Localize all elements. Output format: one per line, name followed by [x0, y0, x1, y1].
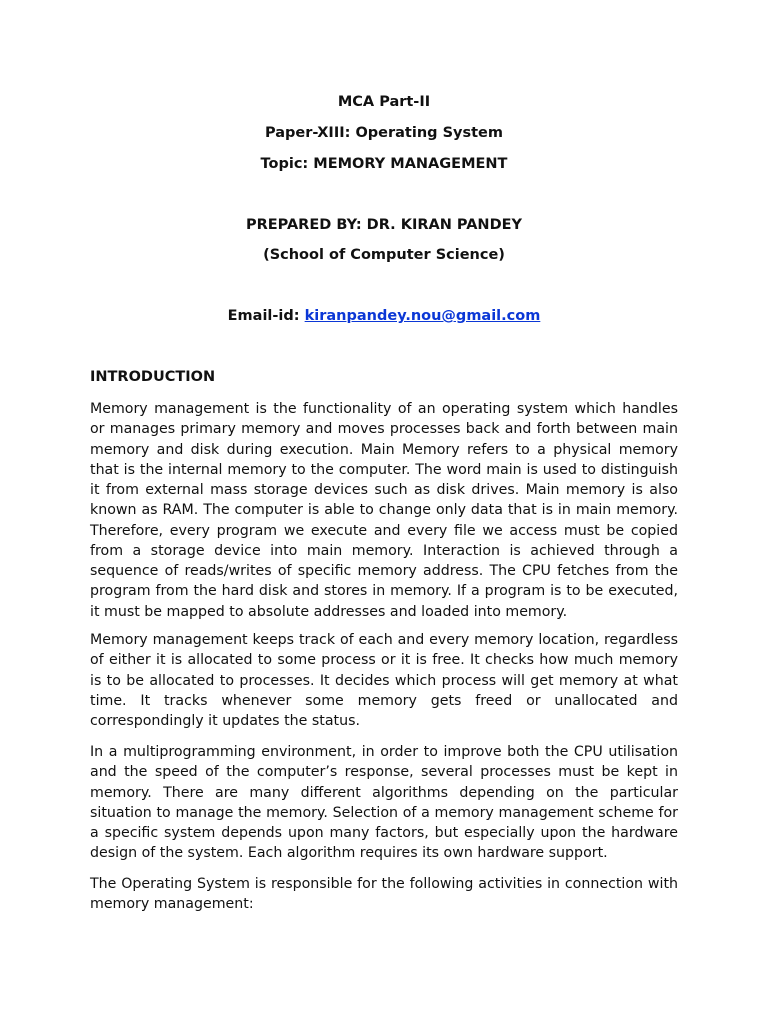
paragraph-multiprogramming: In a multiprogramming environment, in order to improve both the CPU utilisation and the speed of the computer’s response, several processes must be kept in memory. There are many different algorithms depending on the particular situation to manage the memory. Selection of a memory management scheme for a specific system depends upon many factors, but especially upon the hardware design of the system. Each algorithm requires its own hardware support. [90, 744, 678, 862]
topic-title: Topic: MEMORY MANAGEMENT [260, 156, 508, 172]
author-line: PREPARED BY: DR. KIRAN PANDEY [245, 217, 523, 233]
paragraph-responsibilities: The Operating System is responsible for the following activities in connection with memory management: [90, 876, 678, 913]
email-label: Email-id: [227, 308, 300, 324]
email-link[interactable]: kiranpandey.nou@gmail.com [304, 308, 541, 324]
section-heading: INTRODUCTION [90, 369, 216, 385]
paragraph-tracking: Memory management keeps track of each and every memory location, regardless of either it is allocated to some process or it is free. It checks how much memory is to be allocated to processes. It decides which process will get memory at what time. It tracks whenever some memory gets freed or unallocated and correspondingly it updates the status. [90, 632, 678, 729]
paper-title: Paper-XIII: Operating System [265, 125, 503, 141]
paragraph-intro: Memory management is the functionality of an operating system which handles or manages primary memory and moves processes back and forth between main memory and disk during execution. Main Memory refers to a physical memory that is the internal memory to the computer. The word main is used to distinguish it from external mass storage devices such as disk drives. Main memory is also known as RAM. The computer is able to change only data that is in main memory. Therefore, every program we execute and every file we access must be copied from a storage device into main memory. Interaction is achieved through a sequence of reads/writes of specific memory address. The CPU fetches from the program from the hard disk and stores in memory. If a program is to be executed, it must be mapped to absolute addresses and loaded into memory. [90, 401, 678, 620]
email-line [0, 306, 768, 326]
course-title: MCA Part-II [337, 94, 431, 110]
school-line: (School of Computer Science) [263, 247, 505, 263]
